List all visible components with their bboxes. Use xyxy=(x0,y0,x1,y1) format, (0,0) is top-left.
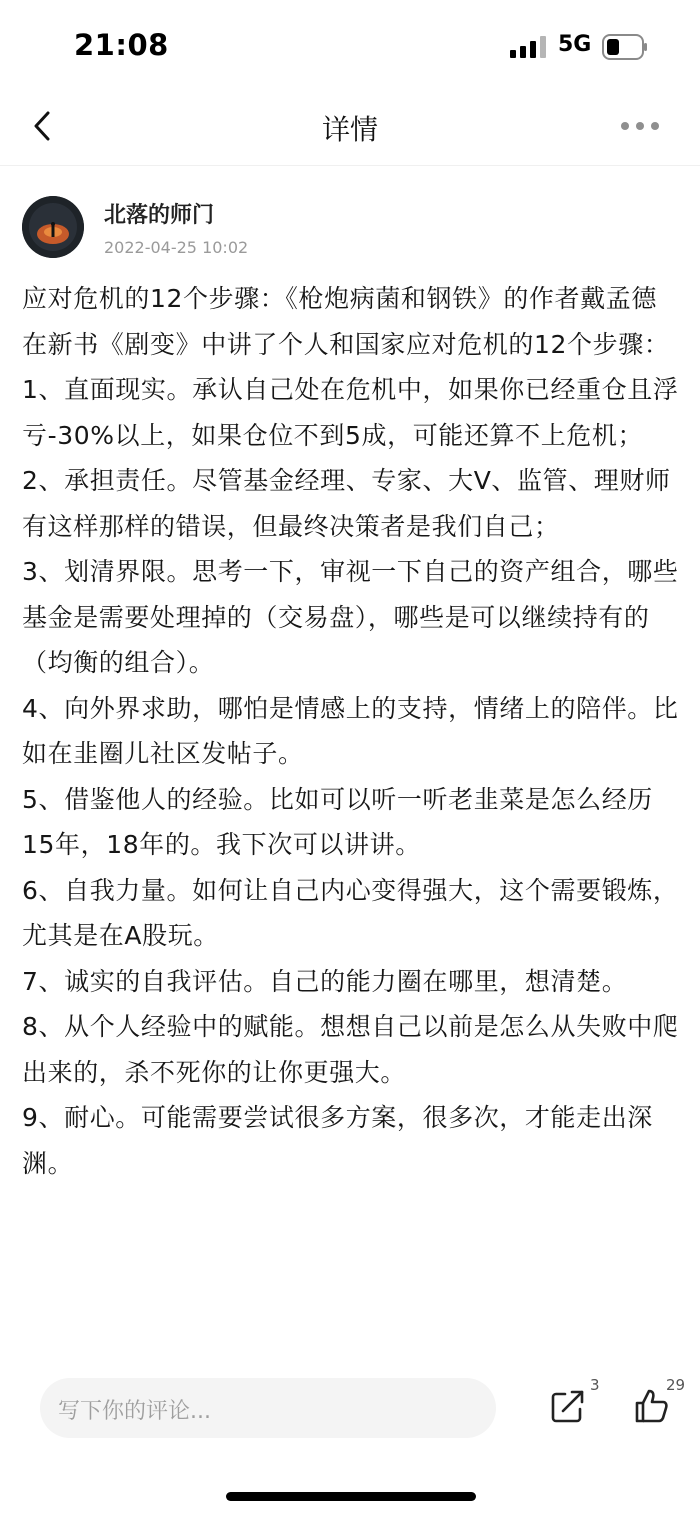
battery-icon xyxy=(602,34,648,60)
post-paragraph: 8、从个人经验中的赋能。想想自己以前是怎么从失败中爬出来的，杀不死你的让你更强大。 xyxy=(22,1012,679,1087)
status-bar xyxy=(0,0,700,90)
comment-placeholder: 写下你的评论... xyxy=(58,1399,211,1424)
home-indicator xyxy=(226,1492,476,1501)
post-paragraph: 1、直面现实。承认自己处在危机中，如果你已经重仓且浮亏-30%以上，如果仓位不到5成，可能还算不上危机； xyxy=(22,375,679,450)
share-icon[interactable] xyxy=(548,1386,588,1426)
post-paragraph: 5、借鉴他人的经验。比如可以听一听老韭菜是怎么经历15年，18年的。我下次可以讲讲。 xyxy=(22,784,653,859)
post-paragraph: 2、承担责任。尽管基金经理、专家、大V、监管、理财师有这样那样的错误，但最终决策者是我们自己； xyxy=(22,466,671,541)
avatar[interactable] xyxy=(22,196,84,258)
post-paragraph: 7、诚实的自我评估。自己的能力圈在哪里，想清楚。 xyxy=(22,966,628,996)
author-name[interactable]: 北落的师门 xyxy=(104,203,215,228)
post-paragraph: 4、向外界求助，哪怕是情感上的支持，情绪上的陪伴。比如在韭圈儿社区发帖子。 xyxy=(22,693,679,768)
network-type: 5G xyxy=(558,32,592,57)
post-paragraph: 应对危机的12个步骤：《枪炮病菌和钢铁》的作者戴孟德在新书《剧变》中讲了个人和国家应对危机的12个步骤： xyxy=(22,284,670,359)
signal-icon xyxy=(510,36,548,58)
avatar-image xyxy=(22,196,84,258)
post-paragraph: 3、划清界限。思考一下，审视一下自己的资产组合，哪些基金是需要处理掉的（交易盘），哪些是可以继续持有的（均衡的组合）。 xyxy=(22,557,679,677)
comment-input[interactable] xyxy=(40,1378,496,1438)
bottom-bar xyxy=(0,1356,700,1515)
nav-bar xyxy=(0,90,700,166)
more-button[interactable] xyxy=(614,104,666,148)
more-dots-icon xyxy=(620,121,660,131)
post-paragraph: 6、自我力量。如何让自己内心变得强大，这个需要锻炼，尤其是在A股玩。 xyxy=(22,875,679,950)
post-time: 2022-04-25 10:02 xyxy=(104,238,249,257)
post-paragraph: 9、耐心。可能需要尝试很多方案，很多次，才能走出深渊。 xyxy=(22,1103,653,1178)
page-title: 详情 xyxy=(321,113,378,146)
like-count: 29 xyxy=(666,1376,686,1394)
post-content xyxy=(22,276,682,1356)
status-time: 21:08 xyxy=(74,28,169,62)
share-count: 3 xyxy=(590,1376,600,1394)
